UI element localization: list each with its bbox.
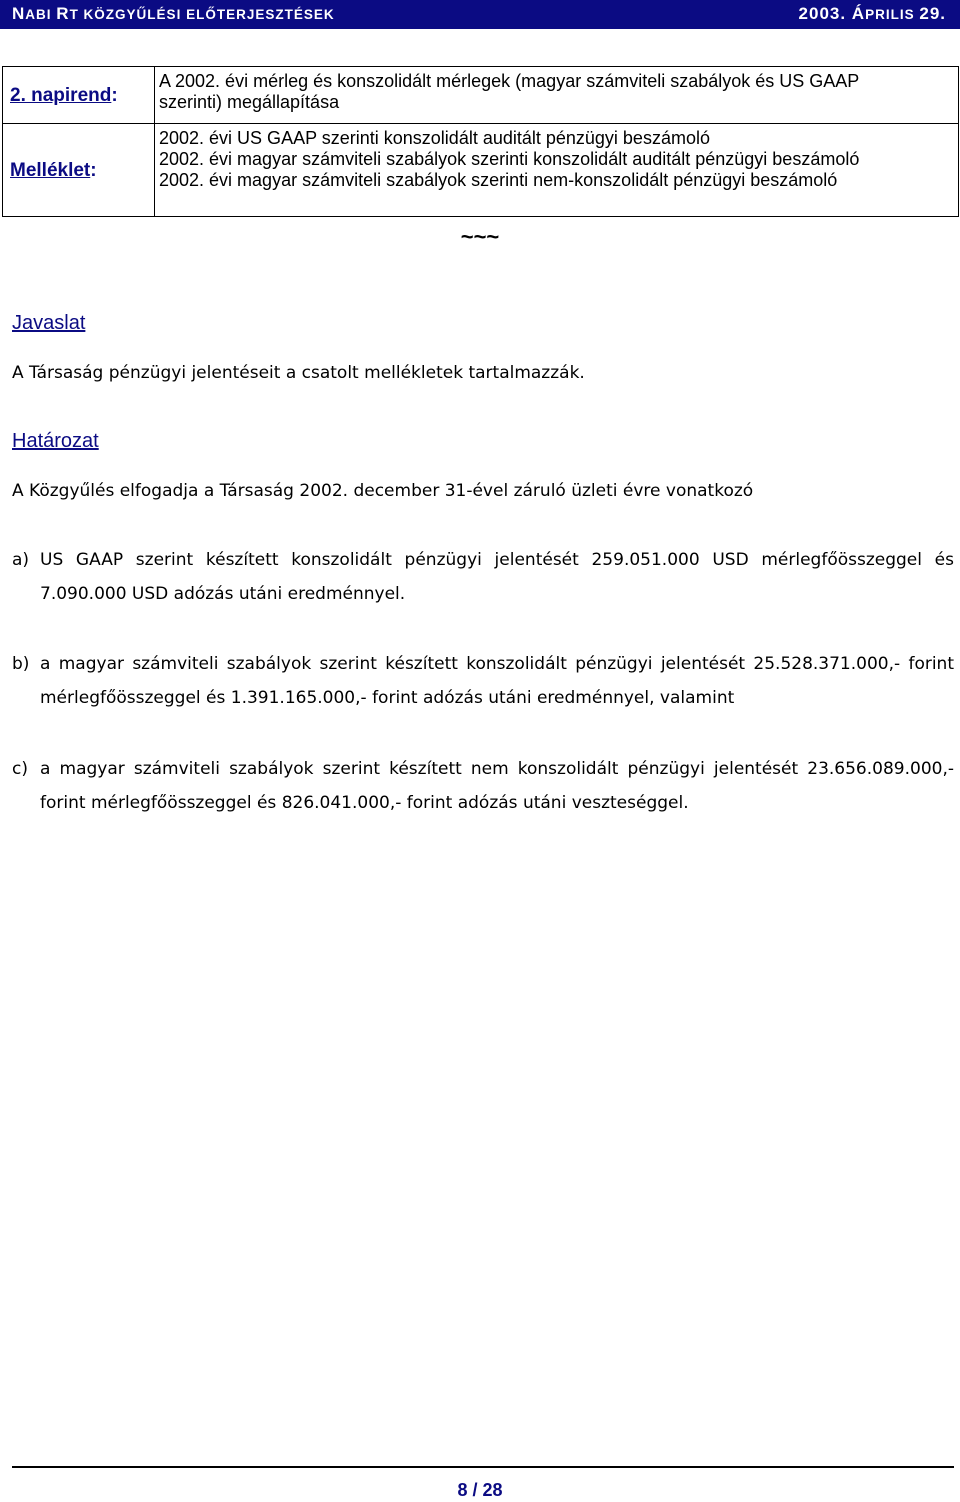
agenda-label-melleklet <box>3 124 155 217</box>
item-marker: a) <box>12 550 30 570</box>
header-title <box>12 4 335 24</box>
header-date <box>799 4 946 24</box>
javaslat-heading: Javaslat <box>12 312 86 334</box>
agenda-label-colon: : <box>111 84 118 106</box>
agenda-line: 2002. évi magyar számviteli szabályok szerinti konszolidált auditált pénzügyi beszámoló <box>159 149 860 169</box>
agenda-value-napirend <box>155 67 959 124</box>
header-title-part: T KÖZGYŰLÉSI ELŐTERJESZTÉSEK <box>69 7 335 22</box>
javaslat-text: A Társaság pénzügyi jelentéseit a csatolt mellékletek tartalmazzák. <box>12 363 585 383</box>
header-date-part: 2003. Á <box>798 4 866 23</box>
hatarozat-intro: A Közgyűlés elfogadja a Társaság 2002. december 31-ével záruló üzleti évre vonatkozó <box>12 481 754 501</box>
agenda-line: szerinti) megállapítása <box>159 92 340 112</box>
agenda-label-napirend <box>3 67 155 124</box>
item-marker: c) <box>12 759 28 779</box>
hatarozat-heading: Határozat <box>12 430 99 452</box>
resolution-item-a <box>12 543 954 611</box>
resolution-item-c <box>12 752 954 820</box>
agenda-line: 2002. évi magyar számviteli szabályok szerinti nem-konszolidált pénzügyi beszámoló <box>159 170 838 190</box>
agenda-row-napirend <box>3 67 959 124</box>
agenda-value-melleklet <box>155 124 959 217</box>
header-title-part: N <box>12 4 26 23</box>
item-text: a magyar számviteli szabályok szerint készített konszolidált pénzügyi jelentését 25.528.371.000,- forint mérlegfőösszeggel és 1.391.165.000,- forint adózás utáni eredménnyel, valamint <box>40 654 954 708</box>
header-date-part: 29. <box>919 4 946 23</box>
agenda-row-melleklet <box>3 124 959 217</box>
document-header <box>0 0 960 29</box>
footer-rule <box>12 1466 954 1468</box>
agenda-label-text: 2. napirend <box>10 84 112 106</box>
agenda-line: A 2002. évi mérleg és konszolidált mérlegek (magyar számviteli szabályok és US GAAP <box>159 71 860 91</box>
item-marker: b) <box>12 654 30 674</box>
agenda-label-colon: : <box>90 159 97 181</box>
resolution-item-b <box>12 647 954 715</box>
header-date-part: PRILIS <box>865 7 920 22</box>
agenda-label-text: Melléklet <box>10 159 91 181</box>
item-text: a magyar számviteli szabályok szerint készített nem konszolidált pénzügyi jelentését 23.656.089.000,- forint mérlegfőösszeggel és 826.041.000,- forint adózás utáni veszteséggel. <box>40 759 954 813</box>
page-number: 8 / 28 <box>457 1480 503 1500</box>
header-title-part: ABI <box>25 7 57 22</box>
agenda-line: 2002. évi US GAAP szerinti konszolidált auditált pénzügyi beszámoló <box>159 128 710 148</box>
section-separator: ~~~ <box>460 224 500 249</box>
header-title-part: R <box>56 4 70 23</box>
item-text: US GAAP szerint készített konszolidált pénzügyi jelentését 259.051.000 USD mérlegfőösszeggel és 7.090.000 USD adózás utáni eredménnyel. <box>40 550 954 604</box>
agenda-table <box>2 66 959 217</box>
